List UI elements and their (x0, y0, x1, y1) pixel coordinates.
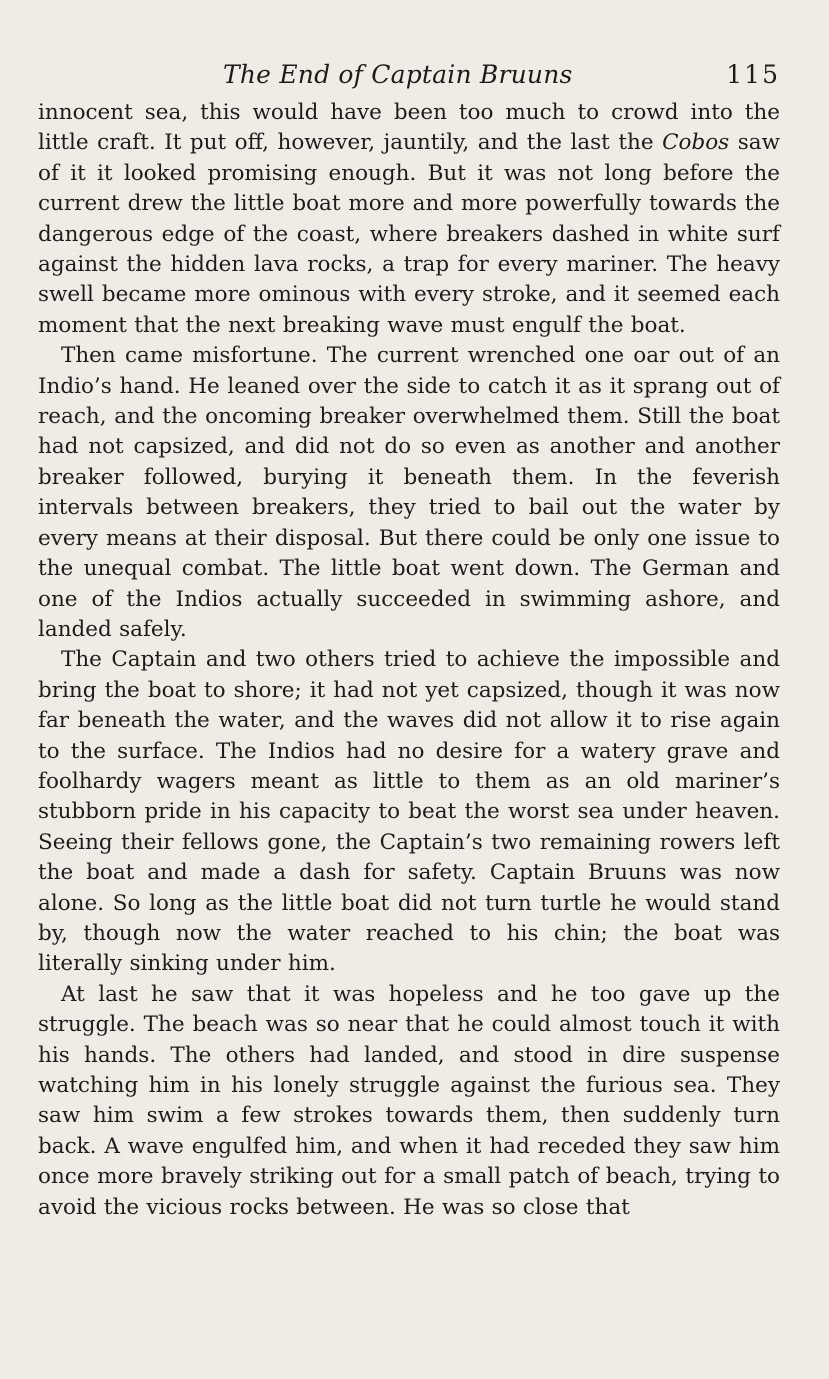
paragraph-4: At last he saw that it was hopeless and he too gave up the struggle. The beach was so near that he could almost touch it with his hands. The others had landed, and stood in dire suspense watching him in his lonely struggle against the furious sea. They saw him swim a few strokes towards them, then suddenly turn back. A wave engulfed him, and when it had receded they saw him once more bravely striking out for a small patch of beach, trying to avoid the vicious rocks between. He was so close that (38, 981, 780, 1220)
running-title: The End of Captain Bruuns (223, 60, 573, 89)
page-number: 115 (726, 60, 780, 89)
paragraph-1 (38, 98, 780, 341)
paragraph-3: The Captain and two others tried to achieve the impossible and bring the boat to shore; it had not yet capsized, though it was now far beneath the water, and the waves did not allow it to rise again to the surface. The Indios had no desire for a watery grave and foolhardy wagers meant as little to them as an old mariner’s stubborn pride in his capacity to beat the worst sea under heaven. Seeing their fellows gone, the Captain’s two remaining rowers left the boat and made a dash for safety. Captain Bruuns was now alone. So long as the little boat did not turn turtle he would stand by, though now the water reached to his chin; the boat was literally sinking under him. (38, 647, 780, 977)
running-head (38, 54, 780, 94)
paragraph-2: Then came misfortune. The current wrenched one oar out of an Indio’s hand. He leaned over the side to catch it as it sprang out of reach, and the oncoming breaker overwhelmed them. Still the boat had not capsized, and did not do so even as another and another breaker followed, burying it beneath them. In the feverish intervals between breakers, they tried to bail out the water by every means at their disposal. But there could be only one issue to the unequal combat. The little boat went down. The German and one of the Indios actually succeeded in swimming ashore, and landed safely. (38, 343, 780, 642)
book-page (38, 54, 780, 1223)
paragraph-1-text-before: innocent sea, this would have been too much to crowd into the little craft. It put off, however, jauntily, and the last the (38, 100, 780, 156)
body-text (38, 98, 780, 1223)
ship-name-cobos: Cobos (662, 130, 730, 156)
paragraph-1-text-after: saw of it it looked promising enough. But it was not long before the current drew the little boat more and more powerfully towards the dangerous edge of the coast, where breakers dashed in white surf against the hidden lava rocks, a trap for every mariner. The heavy swell became more ominous with every stroke, and it seemed each moment that the next breaking wave must engulf the boat. (38, 130, 780, 338)
